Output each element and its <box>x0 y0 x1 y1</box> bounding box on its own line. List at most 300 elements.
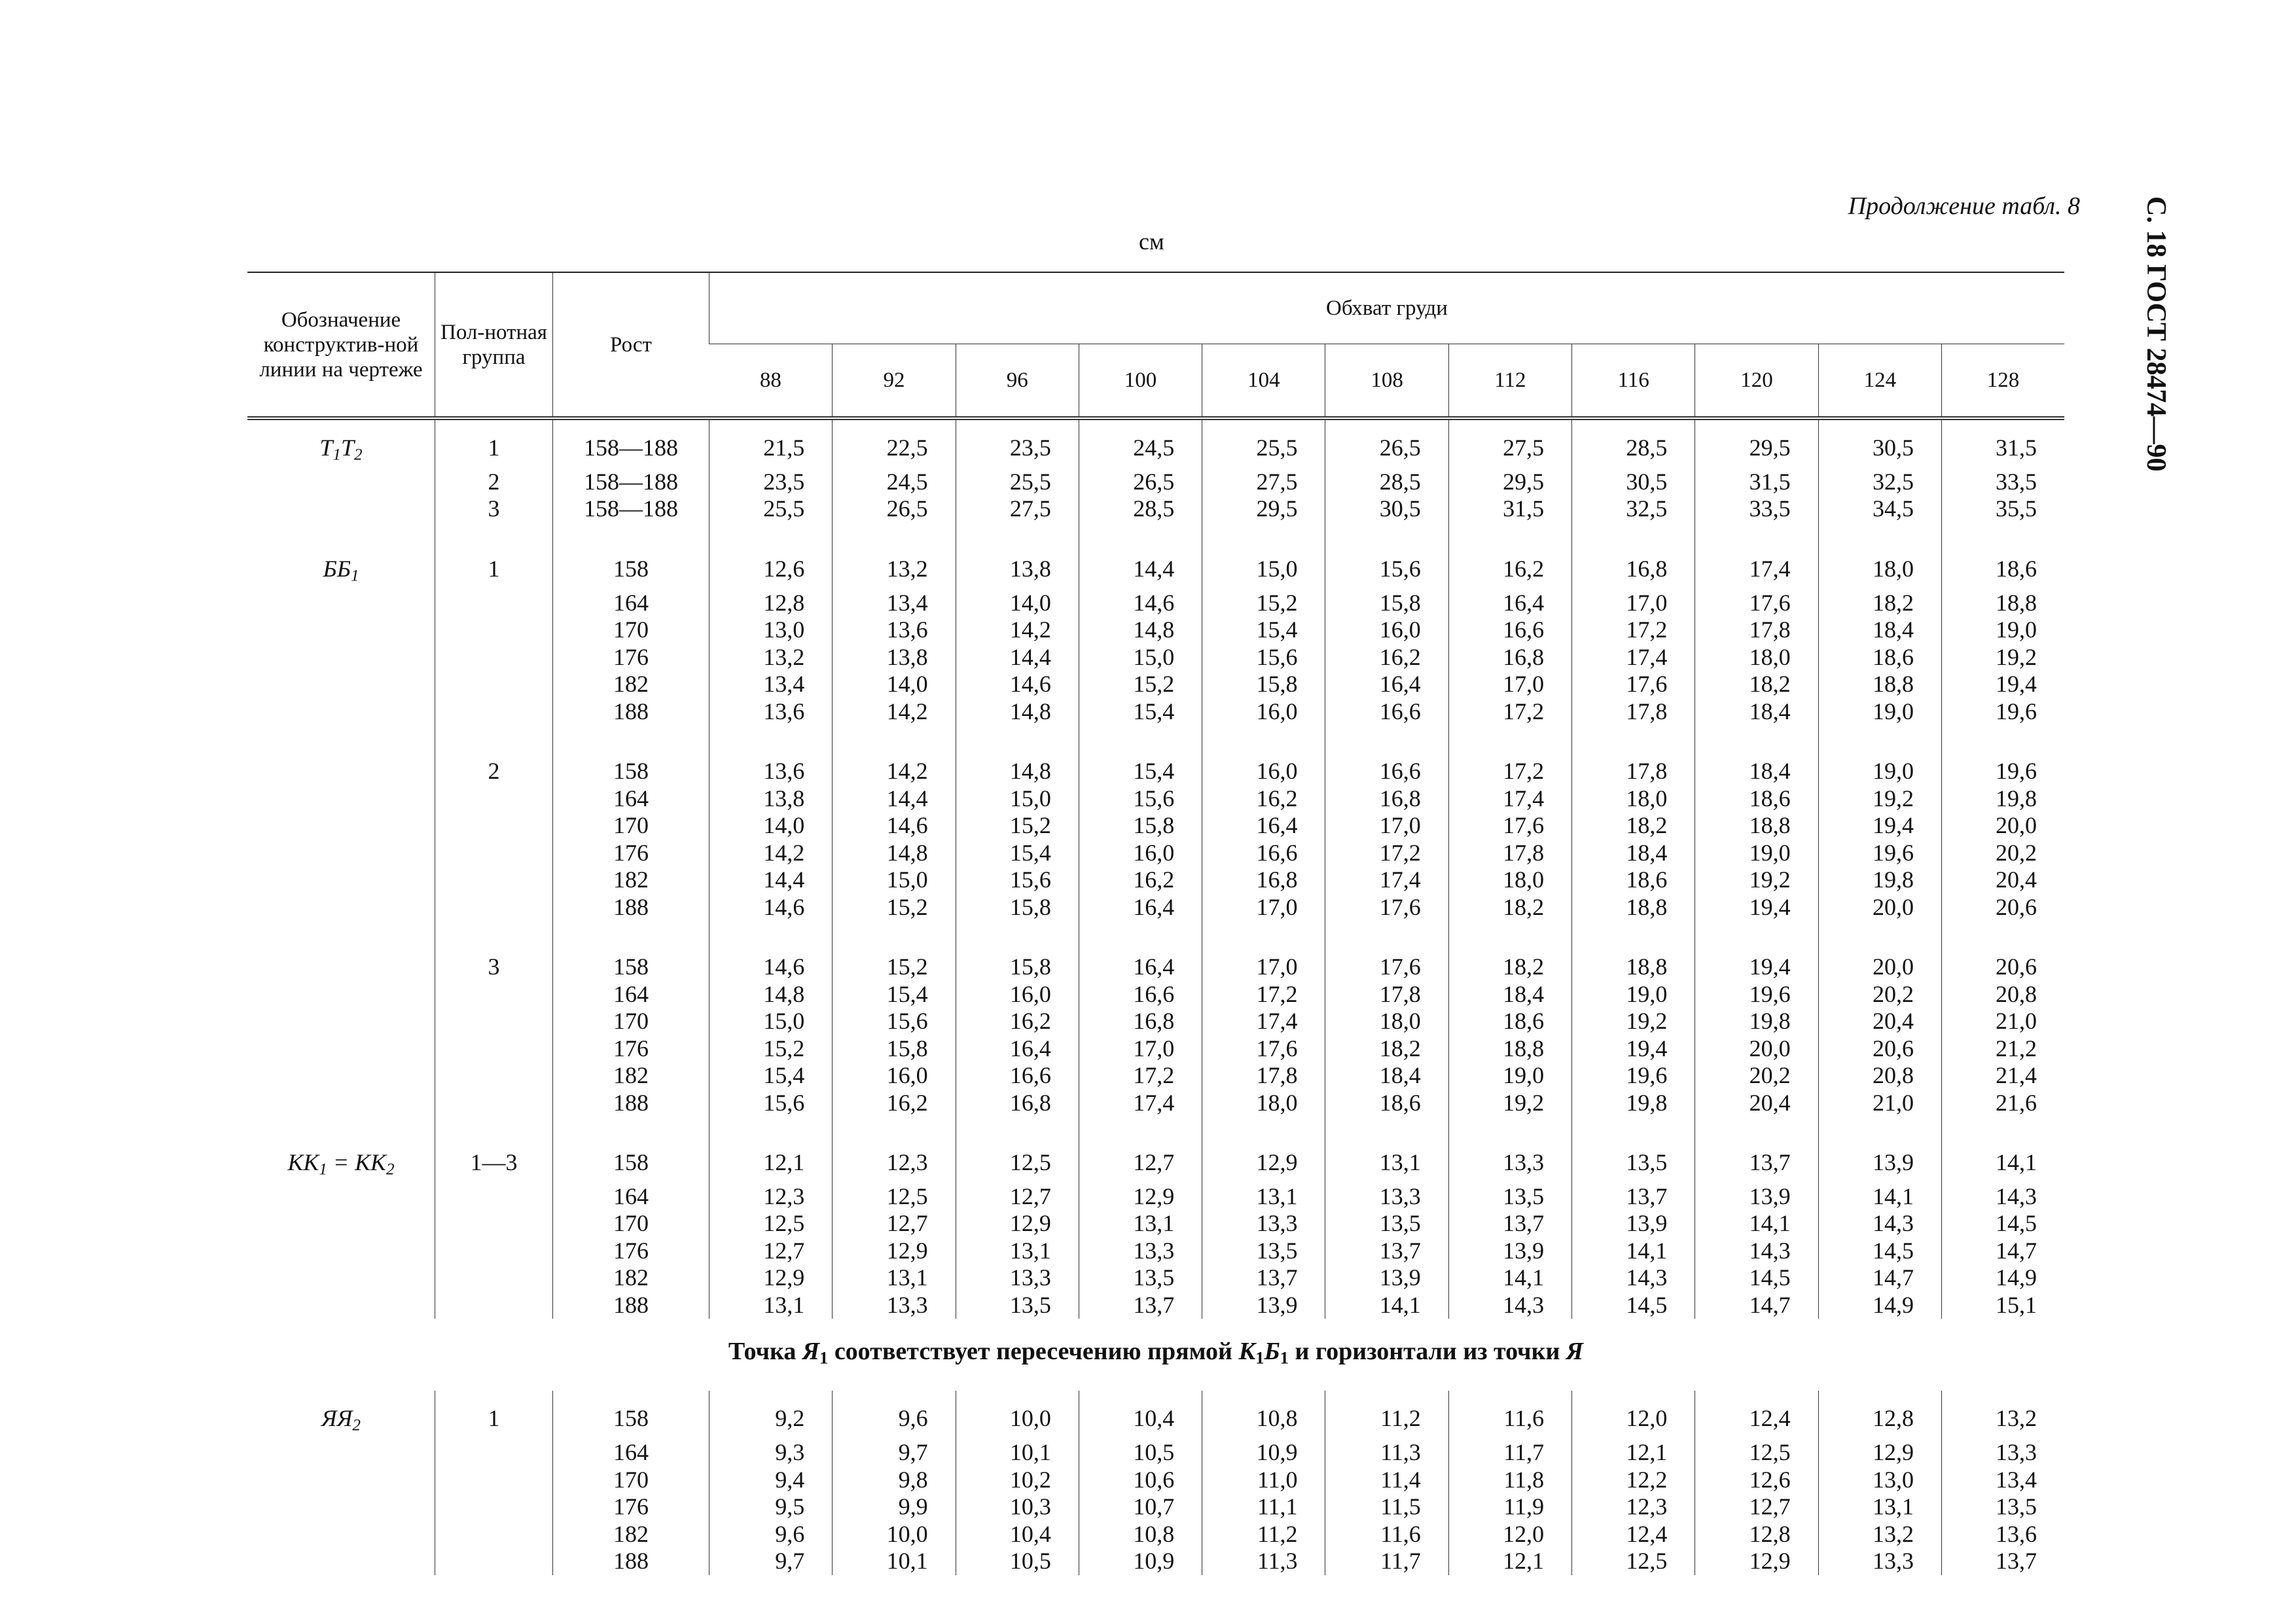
girth-header: 96 <box>956 344 1079 419</box>
value-cell: 15,0 <box>709 1008 833 1035</box>
group-cell <box>435 1264 553 1292</box>
group-cell <box>435 1062 553 1090</box>
spacer-cell <box>1079 725 1202 743</box>
value-cell: 9,5 <box>709 1493 833 1521</box>
height-cell: 164 <box>553 785 709 813</box>
value-cell: 15,0 <box>833 866 956 894</box>
spacer-cell <box>247 725 435 743</box>
value-cell: 13,8 <box>956 541 1079 590</box>
designation-cell <box>247 1090 435 1117</box>
value-cell: 18,2 <box>1448 939 1571 981</box>
table-row <box>247 1183 2064 1211</box>
table-row <box>247 495 2064 523</box>
group-cell <box>435 1090 553 1117</box>
designation-cell <box>247 1035 435 1063</box>
value-cell: 20,4 <box>1818 1008 1941 1035</box>
height-cell: 176 <box>553 1238 709 1265</box>
spacer-cell <box>247 921 435 939</box>
spacer-cell <box>1325 1116 1448 1135</box>
table-row <box>247 1439 2064 1467</box>
designation-cell <box>247 1521 435 1548</box>
designation-cell <box>247 840 435 867</box>
value-cell: 30,5 <box>1818 418 1941 469</box>
value-cell: 10,5 <box>956 1548 1079 1575</box>
value-cell: 9,6 <box>833 1391 956 1439</box>
table-row <box>247 840 2064 867</box>
value-cell: 16,8 <box>1202 866 1325 894</box>
value-cell: 18,6 <box>1325 1090 1448 1117</box>
group-cell <box>435 616 553 644</box>
girth-header: 120 <box>1695 344 1818 419</box>
value-cell: 17,0 <box>1202 894 1325 921</box>
value-cell: 14,1 <box>1572 1238 1695 1265</box>
value-cell: 18,4 <box>1818 616 1941 644</box>
value-cell: 12,9 <box>1202 1135 1325 1183</box>
value-cell: 12,7 <box>1079 1135 1202 1183</box>
height-cell: 176 <box>553 840 709 867</box>
value-cell: 11,4 <box>1325 1467 1448 1494</box>
value-cell: 16,0 <box>1325 616 1448 644</box>
spacer-cell <box>1079 523 1202 541</box>
group-cell <box>435 1210 553 1238</box>
spacer-cell <box>1572 523 1695 541</box>
value-cell: 13,1 <box>1079 1210 1202 1238</box>
group-cell: 3 <box>435 495 553 523</box>
spacer-cell <box>956 1116 1079 1135</box>
value-cell: 20,8 <box>1941 981 2064 1008</box>
designation-cell <box>247 1238 435 1265</box>
value-cell: 18,8 <box>1448 1035 1571 1063</box>
value-cell: 11,6 <box>1448 1391 1571 1439</box>
girth-header: 100 <box>1079 344 1202 419</box>
table-row <box>247 1210 2064 1238</box>
value-cell: 16,0 <box>1079 840 1202 867</box>
value-cell: 23,5 <box>956 418 1079 469</box>
value-cell: 16,4 <box>956 1035 1079 1063</box>
spacer-cell <box>833 725 956 743</box>
value-cell: 19,0 <box>1448 1062 1571 1090</box>
value-cell: 12,6 <box>1695 1467 1818 1494</box>
value-cell: 15,6 <box>1325 541 1448 590</box>
designation-cell: $ББ_1$ <box>323 555 359 585</box>
value-cell: 15,4 <box>1202 616 1325 644</box>
value-cell: 13,5 <box>1572 1135 1695 1183</box>
value-cell: 16,2 <box>1202 785 1325 813</box>
spacer-cell <box>709 1116 833 1135</box>
value-cell: 19,2 <box>1572 1008 1695 1035</box>
value-cell: 13,3 <box>956 1264 1079 1292</box>
value-cell: 12,1 <box>709 1135 833 1183</box>
value-cell: 18,4 <box>1448 981 1571 1008</box>
group-cell: 3 <box>435 939 553 981</box>
table-row <box>247 812 2064 840</box>
value-cell: 16,4 <box>1202 812 1325 840</box>
value-cell: 13,3 <box>1818 1548 1941 1575</box>
value-cell: 14,6 <box>833 812 956 840</box>
value-cell: 9,9 <box>833 1493 956 1521</box>
designation-cell <box>247 590 435 617</box>
value-cell: 13,1 <box>1818 1493 1941 1521</box>
value-cell: 12,7 <box>709 1238 833 1265</box>
value-cell: 14,3 <box>1695 1238 1818 1265</box>
value-cell: 27,5 <box>1448 418 1571 469</box>
value-cell: 20,0 <box>1818 894 1941 921</box>
value-cell: 15,6 <box>1079 785 1202 813</box>
spacer-cell <box>833 523 956 541</box>
value-cell: 16,8 <box>956 1090 1079 1117</box>
value-cell: 12,5 <box>709 1210 833 1238</box>
value-cell: 13,6 <box>833 616 956 644</box>
value-cell: 13,3 <box>1325 1183 1448 1211</box>
value-cell: 19,8 <box>1695 1008 1818 1035</box>
note-text: Точка $Я_1$ соответствует пересечению прямой $К_1Б_1$ и горизонтали из точки Я <box>728 1337 1584 1368</box>
spacer-cell <box>1202 1116 1325 1135</box>
value-cell: 14,0 <box>833 671 956 698</box>
value-cell: 21,4 <box>1941 1062 2064 1090</box>
height-cell: 170 <box>553 812 709 840</box>
value-cell: 18,0 <box>1695 644 1818 671</box>
continuation-label: Продолжение табл. 8 <box>1848 192 2080 220</box>
spacer-cell <box>435 523 553 541</box>
table-row <box>247 469 2064 496</box>
height-cell: 182 <box>553 1062 709 1090</box>
value-cell: 14,1 <box>1695 1210 1818 1238</box>
value-cell: 17,6 <box>1695 590 1818 617</box>
designation-cell <box>247 495 435 523</box>
table-row <box>247 866 2064 894</box>
spacer-cell <box>1079 1116 1202 1135</box>
girth-header: 128 <box>1941 344 2064 419</box>
value-cell: 10,9 <box>1202 1439 1325 1467</box>
girth-header: 108 <box>1325 344 1448 419</box>
value-cell: 14,7 <box>1941 1238 2064 1265</box>
height-cell: 176 <box>553 1493 709 1521</box>
height-cell: 158 <box>553 1391 709 1439</box>
value-cell: 18,2 <box>1448 894 1571 921</box>
value-cell: 15,6 <box>956 866 1079 894</box>
value-cell: 13,5 <box>1079 1264 1202 1292</box>
spacer-cell <box>1818 1116 1941 1135</box>
value-cell: 9,7 <box>833 1439 956 1467</box>
value-cell: 10,8 <box>1202 1391 1325 1439</box>
value-cell: 12,4 <box>1695 1391 1818 1439</box>
value-cell: 18,8 <box>1572 894 1695 921</box>
value-cell: 12,1 <box>1572 1439 1695 1467</box>
height-cell: 170 <box>553 1467 709 1494</box>
value-cell: 13,3 <box>1202 1210 1325 1238</box>
table-row <box>247 894 2064 921</box>
value-cell: 29,5 <box>1448 469 1571 496</box>
value-cell: 18,4 <box>1325 1062 1448 1090</box>
value-cell: 15,6 <box>1202 644 1325 671</box>
value-cell: 16,6 <box>1325 698 1448 726</box>
value-cell: 19,4 <box>1818 812 1941 840</box>
spacer-cell <box>435 1116 553 1135</box>
value-cell: 11,2 <box>1202 1521 1325 1548</box>
spacer-cell <box>1572 1116 1695 1135</box>
height-cell: 188 <box>553 1090 709 1117</box>
value-cell: 15,8 <box>956 894 1079 921</box>
value-cell: 18,2 <box>1818 590 1941 617</box>
height-cell: 158 <box>553 1135 709 1183</box>
value-cell: 17,4 <box>1079 1090 1202 1117</box>
table-row <box>247 1062 2064 1090</box>
value-cell: 18,2 <box>1572 812 1695 840</box>
girth-header: 116 <box>1572 344 1695 419</box>
spacer-cell <box>553 921 709 939</box>
designation-cell <box>247 981 435 1008</box>
value-cell: 19,8 <box>1572 1090 1695 1117</box>
spacer-cell <box>1572 725 1695 743</box>
table-row <box>247 616 2064 644</box>
value-cell: 13,7 <box>1325 1238 1448 1265</box>
value-cell: 16,8 <box>1079 1008 1202 1035</box>
spacer-cell <box>709 725 833 743</box>
height-cell: 164 <box>553 981 709 1008</box>
spacer-cell <box>1448 523 1571 541</box>
value-cell: 26,5 <box>1325 418 1448 469</box>
value-cell: 13,2 <box>833 541 956 590</box>
designation-cell <box>247 743 435 785</box>
value-cell: 15,8 <box>1202 671 1325 698</box>
value-cell: 14,7 <box>1818 1264 1941 1292</box>
value-cell: 18,6 <box>1448 1008 1571 1035</box>
height-cell: 164 <box>553 1439 709 1467</box>
value-cell: 18,8 <box>1818 671 1941 698</box>
value-cell: 14,5 <box>1941 1210 2064 1238</box>
table-row <box>247 1090 2064 1117</box>
value-cell: 13,9 <box>1572 1210 1695 1238</box>
value-cell: 25,5 <box>1202 418 1325 469</box>
value-cell: 19,0 <box>1695 840 1818 867</box>
table-row <box>247 743 2064 785</box>
value-cell: 14,9 <box>1818 1292 1941 1319</box>
spacer-cell <box>1695 1116 1818 1135</box>
value-cell: 9,7 <box>709 1548 833 1575</box>
spacer-cell <box>1325 725 1448 743</box>
value-cell: 11,2 <box>1325 1391 1448 1439</box>
value-cell: 19,4 <box>1941 671 2064 698</box>
value-cell: 15,2 <box>833 894 956 921</box>
value-cell: 15,6 <box>833 1008 956 1035</box>
value-cell: 15,4 <box>956 840 1079 867</box>
table-row <box>247 1521 2064 1548</box>
value-cell: 15,8 <box>956 939 1079 981</box>
group-cell <box>435 1467 553 1494</box>
value-cell: 31,5 <box>1695 469 1818 496</box>
spacer-cell <box>1448 921 1571 939</box>
designation-cell <box>247 616 435 644</box>
table-row <box>247 671 2064 698</box>
value-cell: 13,4 <box>709 671 833 698</box>
value-cell: 13,8 <box>833 644 956 671</box>
table-row <box>247 541 2064 590</box>
value-cell: 14,3 <box>1448 1292 1571 1319</box>
value-cell: 20,4 <box>1695 1090 1818 1117</box>
height-cell: 170 <box>553 1008 709 1035</box>
value-cell: 20,2 <box>1941 840 2064 867</box>
value-cell: 17,2 <box>1448 698 1571 726</box>
value-cell: 19,8 <box>1818 866 1941 894</box>
designation-cell <box>247 1264 435 1292</box>
value-cell: 13,1 <box>709 1292 833 1319</box>
value-cell: 11,8 <box>1448 1467 1571 1494</box>
spacer-cell <box>435 921 553 939</box>
value-cell: 13,6 <box>709 743 833 785</box>
value-cell: 19,0 <box>1941 616 2064 644</box>
height-cell: 158—188 <box>553 469 709 496</box>
value-cell: 9,6 <box>709 1521 833 1548</box>
value-cell: 12,8 <box>1818 1391 1941 1439</box>
girth-header: 92 <box>833 344 956 419</box>
value-cell: 18,2 <box>1695 671 1818 698</box>
value-cell: 16,4 <box>1079 894 1202 921</box>
designation-cell <box>247 1493 435 1521</box>
value-cell: 28,5 <box>1325 469 1448 496</box>
value-cell: 12,4 <box>1572 1521 1695 1548</box>
value-cell: 19,6 <box>1695 981 1818 1008</box>
value-cell: 18,0 <box>1202 1090 1325 1117</box>
girth-header: 112 <box>1448 344 1571 419</box>
value-cell: 13,0 <box>1818 1467 1941 1494</box>
value-cell: 29,5 <box>1695 418 1818 469</box>
value-cell: 14,1 <box>1325 1292 1448 1319</box>
value-cell: 17,2 <box>1079 1062 1202 1090</box>
value-cell: 10,4 <box>956 1521 1079 1548</box>
value-cell: 28,5 <box>1079 495 1202 523</box>
value-cell: 11,9 <box>1448 1493 1571 1521</box>
value-cell: 18,6 <box>1572 866 1695 894</box>
spacer-cell <box>1448 1116 1571 1135</box>
value-cell: 13,7 <box>1202 1264 1325 1292</box>
group-cell <box>435 1183 553 1211</box>
value-cell: 13,9 <box>1448 1238 1571 1265</box>
value-cell: 15,1 <box>1941 1292 2064 1319</box>
value-cell: 21,0 <box>1941 1008 2064 1035</box>
value-cell: 17,8 <box>1695 616 1818 644</box>
value-cell: 12,7 <box>1695 1493 1818 1521</box>
spacer-cell <box>1941 921 2064 939</box>
value-cell: 13,3 <box>1079 1238 1202 1265</box>
table-row <box>247 1467 2064 1494</box>
value-cell: 10,7 <box>1079 1493 1202 1521</box>
value-cell: 14,8 <box>1079 616 1202 644</box>
group-cell <box>435 840 553 867</box>
value-cell: 15,0 <box>1079 644 1202 671</box>
col-height-header: Рост <box>553 272 709 418</box>
value-cell: 13,9 <box>1695 1183 1818 1211</box>
table-row <box>247 698 2064 726</box>
value-cell: 17,8 <box>1202 1062 1325 1090</box>
col-group-header: Пол-нотная группа <box>435 272 553 418</box>
group-cell <box>435 785 553 813</box>
value-cell: 17,2 <box>1572 616 1695 644</box>
spacer-cell <box>1818 921 1941 939</box>
value-cell: 12,5 <box>1695 1439 1818 1467</box>
value-cell: 16,2 <box>833 1090 956 1117</box>
value-cell: 14,8 <box>833 840 956 867</box>
value-cell: 11,5 <box>1325 1493 1448 1521</box>
value-cell: 15,4 <box>1079 698 1202 726</box>
group-cell: 1 <box>435 418 553 469</box>
value-cell: 16,2 <box>956 1008 1079 1035</box>
value-cell: 30,5 <box>1572 469 1695 496</box>
value-cell: 17,6 <box>1325 939 1448 981</box>
table-row <box>247 1493 2064 1521</box>
value-cell: 16,6 <box>1079 981 1202 1008</box>
value-cell: 17,0 <box>1202 939 1325 981</box>
spacer-cell <box>1079 921 1202 939</box>
value-cell: 24,5 <box>833 469 956 496</box>
group-cell: 2 <box>435 469 553 496</box>
value-cell: 14,4 <box>1079 541 1202 590</box>
height-cell: 158—188 <box>553 495 709 523</box>
group-cell: 1 <box>435 1391 553 1439</box>
value-cell: 14,3 <box>1572 1264 1695 1292</box>
value-cell: 18,4 <box>1572 840 1695 867</box>
value-cell: 33,5 <box>1695 495 1818 523</box>
value-cell: 15,4 <box>709 1062 833 1090</box>
value-cell: 10,9 <box>1079 1548 1202 1575</box>
group-cell <box>435 1008 553 1035</box>
value-cell: 10,1 <box>956 1439 1079 1467</box>
height-cell: 164 <box>553 590 709 617</box>
group-cell <box>435 590 553 617</box>
spacer-cell <box>553 1116 709 1135</box>
value-cell: 14,1 <box>1448 1264 1571 1292</box>
value-cell: 15,4 <box>1079 743 1202 785</box>
designation-cell <box>247 1439 435 1467</box>
value-cell: 17,4 <box>1572 644 1695 671</box>
value-cell: 19,4 <box>1572 1035 1695 1063</box>
value-cell: 12,9 <box>1695 1548 1818 1575</box>
value-cell: 17,8 <box>1325 981 1448 1008</box>
designation-cell <box>247 894 435 921</box>
value-cell: 11,7 <box>1325 1548 1448 1575</box>
data-table <box>247 272 2064 1575</box>
value-cell: 14,2 <box>709 840 833 867</box>
height-cell: 182 <box>553 1521 709 1548</box>
value-cell: 14,8 <box>709 981 833 1008</box>
spacer-cell <box>956 725 1079 743</box>
value-cell: 16,0 <box>833 1062 956 1090</box>
value-cell: 14,2 <box>833 743 956 785</box>
value-cell: 13,9 <box>1325 1264 1448 1292</box>
group-cell <box>435 1035 553 1063</box>
value-cell: 18,4 <box>1695 698 1818 726</box>
value-cell: 13,3 <box>1448 1135 1571 1183</box>
group-cell <box>435 1238 553 1265</box>
value-cell: 24,5 <box>1079 418 1202 469</box>
value-cell: 18,0 <box>1325 1008 1448 1035</box>
height-cell: 158—188 <box>553 418 709 469</box>
value-cell: 18,8 <box>1941 590 2064 617</box>
value-cell: 14,3 <box>1818 1210 1941 1238</box>
value-cell: 10,3 <box>956 1493 1079 1521</box>
group-cell <box>435 1493 553 1521</box>
spacer-cell <box>1818 725 1941 743</box>
value-cell: 13,1 <box>1202 1183 1325 1211</box>
value-cell: 9,2 <box>709 1391 833 1439</box>
value-cell: 16,2 <box>1325 644 1448 671</box>
value-cell: 17,2 <box>1325 840 1448 867</box>
height-cell: 188 <box>553 1548 709 1575</box>
value-cell: 12,3 <box>1572 1493 1695 1521</box>
value-cell: 14,8 <box>956 698 1079 726</box>
height-cell: 176 <box>553 644 709 671</box>
value-cell: 12,9 <box>956 1210 1079 1238</box>
value-cell: 21,2 <box>1941 1035 2064 1063</box>
